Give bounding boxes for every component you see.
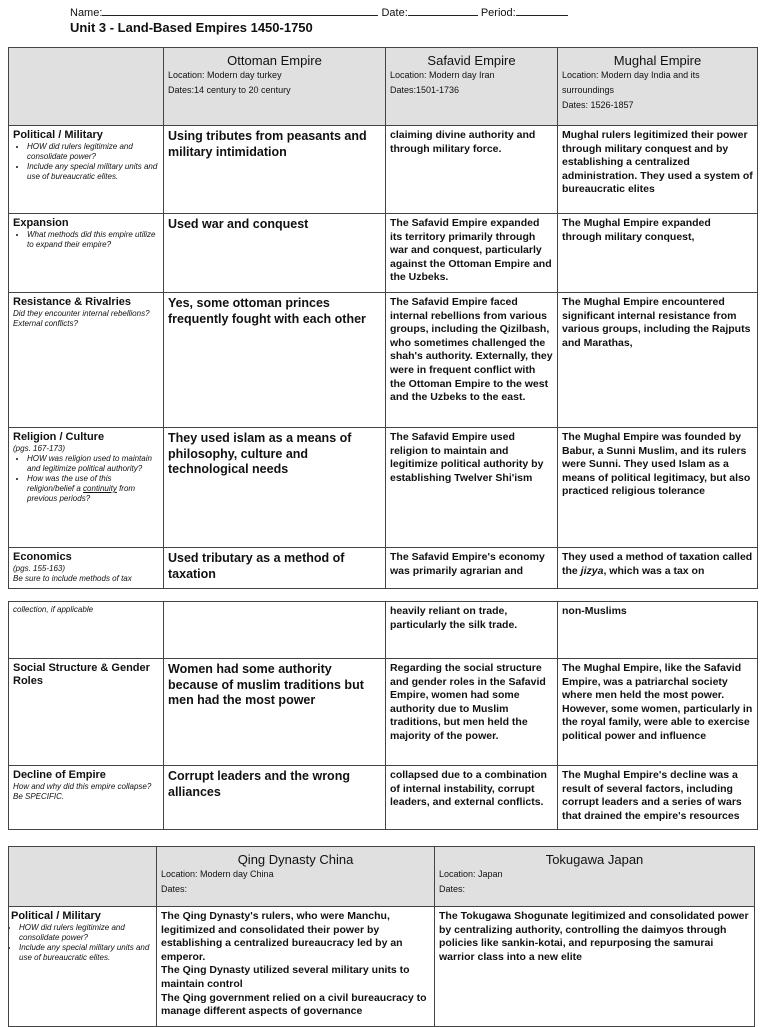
row-label: Expansion	[13, 217, 69, 229]
jizya-term: jizya	[580, 564, 604, 577]
row-label: Economics	[13, 551, 72, 563]
row-prompt: How and why did this empire collapse? Be SPECIFIC.	[13, 782, 152, 801]
table-row	[9, 293, 758, 428]
row-label: Decline of Empire	[13, 769, 106, 781]
safavid-answer[interactable]: The Safavid Empire faced internal rebellions from various groups, including the Qizilbash, who sometimes challenged the shah's authority. Externally, they were in frequent conflict with the Ottoman Empire to the west and the Uzbeks to the east.	[386, 293, 558, 428]
row-prompt: Be sure to include methods of tax	[13, 574, 132, 583]
row-label: Resistance & Rivalries	[13, 296, 132, 308]
row-label-cell	[9, 659, 164, 766]
row-label: Political / Military	[13, 129, 103, 141]
dates-text: Dates:14 century to 20 century	[168, 85, 291, 95]
ottoman-answer[interactable]: Using tributes from peasants and military intimidation	[164, 126, 386, 214]
safavid-answer[interactable]: The Safavid Empire's economy was primarily agrarian and	[386, 548, 558, 589]
header-corner-cell	[9, 847, 157, 907]
table-row	[9, 907, 755, 1027]
prompt-bullet: • How was the use of this religion/belief a continuity from previous periods?	[27, 474, 159, 504]
prompt-bullet: • Include any special military units and use of bureaucratic elites.	[27, 162, 159, 182]
tokugawa-answer[interactable]: The Tokugawa Shogunate legitimized and consolidated power by centralizing authority, controlling the daimyos through policies like sankin-kotai, and repurposing the samurai warrior class into a new elite	[435, 907, 755, 1027]
safavid-answer[interactable]: claiming divine authority and through military force.	[386, 126, 558, 214]
period-label: Period:	[480, 7, 516, 19]
ottoman-answer[interactable]: Used tributary as a method of taxation	[164, 548, 386, 589]
location-text: Location: Japan	[439, 869, 503, 879]
mughal-answer[interactable]: The Mughal Empire encountered significant internal resistance from various groups, including the Rajputs and Marathas,	[558, 293, 758, 428]
row-prompt: Did they encounter internal rebellions? External conflicts?	[13, 309, 150, 328]
page-reference: (pgs. 167-173)	[13, 444, 66, 453]
row-label-cell	[9, 907, 157, 1027]
table-header-row	[9, 48, 758, 126]
prompt-bullet: • HOW did rulers legitimize and consolidate power?	[19, 923, 152, 943]
name-field[interactable]	[102, 5, 378, 16]
row-label-cell	[9, 548, 164, 589]
prompt-bullet: • HOW did rulers legitimize and consolidate power?	[27, 142, 159, 162]
ottoman-answer[interactable]: Women had some authority because of muslim traditions but men had the most power	[164, 659, 386, 766]
answer-line: The Qing government relied on a civil bureaucracy to manage different aspects of governance	[161, 991, 427, 1018]
table-row	[9, 214, 758, 293]
mughal-answer[interactable]: The Mughal Empire, like the Safavid Empire, was a patriarchal society where men held the most power. However, some women, particularly in the royal family, were able to exercise political power and influence	[558, 659, 758, 766]
row-label: Religion / Culture	[13, 431, 105, 443]
date-field[interactable]	[408, 5, 478, 16]
prompt-bullet: • HOW was religion used to maintain and legitimize political authority?	[27, 454, 159, 474]
ottoman-answer[interactable]: They used islam as a means of philosophy, culture and technological needs	[164, 428, 386, 548]
location-text: Location: Modern day Iran	[390, 70, 495, 80]
row-label-cell	[9, 126, 164, 214]
table-row	[9, 659, 758, 766]
safavid-answer[interactable]: heavily reliant on trade, particularly the silk trade.	[386, 602, 558, 659]
worksheet-header	[70, 5, 568, 35]
mughal-header	[558, 48, 758, 126]
mughal-answer[interactable]: Mughal rulers legitimized their power through military conquest and by establishing a centralized administration. They used a system of bureaucratic elites	[558, 126, 758, 214]
answer-text: , which was a tax on	[603, 564, 705, 577]
dates-text: Dates:	[439, 884, 466, 894]
prompt-bullet: • Include any special military units and use of bureaucratic elites.	[19, 943, 152, 963]
table-row	[9, 428, 758, 548]
mughal-answer[interactable]: The Mughal Empire was founded by Babur, a Sunni Muslim, and its rulers were Sunni. They used Islam as a means of political legitimacy, but also practiced religious tolerance	[558, 428, 758, 548]
column-title: Qing Dynasty China	[237, 852, 354, 867]
row-label-cell	[9, 293, 164, 428]
table-header-row	[9, 847, 755, 907]
column-title: Safavid Empire	[427, 53, 516, 68]
column-title: Mughal Empire	[613, 53, 702, 68]
asian-empires-table	[8, 846, 755, 1027]
location-text: Location: Modern day turkey	[168, 70, 282, 80]
ottoman-header	[164, 48, 386, 126]
row-label-cell	[9, 214, 164, 293]
mughal-answer[interactable]: The Mughal Empire's decline was a result of several factors, including corrupt leaders and a series of wars that drained the empire's resources	[558, 766, 758, 830]
mughal-answer[interactable]: non-Muslims	[558, 602, 758, 659]
ottoman-answer[interactable]: Used war and conquest	[164, 214, 386, 293]
dates-text: Dates:	[161, 884, 188, 894]
column-title: Ottoman Empire	[227, 53, 322, 68]
date-label: Date:	[381, 7, 408, 19]
row-label: Social Structure & Gender Roles	[13, 662, 150, 687]
row-label: Political / Military	[11, 910, 101, 922]
row-prompt: collection, if applicable	[13, 605, 94, 614]
dates-text: Dates: 1526-1857	[562, 100, 634, 110]
empires-table-part-1	[8, 47, 758, 589]
location-text: Location: Modern day India and its surroundings	[562, 70, 700, 95]
student-info-line	[70, 5, 568, 19]
table-row	[9, 766, 758, 830]
mughal-answer[interactable]: The Mughal Empire expanded through military conquest,	[558, 214, 758, 293]
prompt-bullet: • What methods did this empire utilize to expand their empire?	[27, 230, 159, 250]
name-label: Name:	[70, 7, 103, 19]
qing-answer[interactable]	[157, 907, 435, 1027]
answer-line: The Qing Dynasty's rulers, who were Manchu, legitimized and consolidated their power by establishing a centralized bureaucracy led by an emperor.	[161, 910, 403, 963]
page-reference: (pgs. 155-163)	[13, 564, 66, 573]
qing-header	[157, 847, 435, 907]
row-label-cell	[9, 766, 164, 830]
page-title: Unit 3 - Land-Based Empires 1450-1750	[70, 20, 313, 35]
dates-text: Dates:1501-1736	[390, 85, 460, 95]
row-label-cell	[9, 428, 164, 548]
empires-table-part-2	[8, 601, 758, 830]
answer-text: They used a method of taxation called the	[562, 551, 753, 577]
table-row	[9, 602, 758, 659]
safavid-answer[interactable]: Regarding the social structure and gender roles in the Safavid Empire, women had some authority due to Muslim traditions, but men held the majority of the power.	[386, 659, 558, 766]
ottoman-answer[interactable]: Corrupt leaders and the wrong alliances	[164, 766, 386, 830]
answer-line: The Qing Dynasty utilized several military units to maintain control	[161, 964, 410, 990]
row-label-cell	[9, 602, 164, 659]
safavid-answer[interactable]: collapsed due to a combination of internal instability, corrupt leaders, and external conflicts.	[386, 766, 558, 830]
ottoman-answer[interactable]: Yes, some ottoman princes frequently fought with each other	[164, 293, 386, 428]
location-text: Location: Modern day China	[161, 869, 274, 879]
table-row	[9, 548, 758, 589]
safavid-header	[386, 48, 558, 126]
column-title: Tokugawa Japan	[545, 852, 644, 867]
mughal-answer[interactable]	[558, 548, 758, 589]
ottoman-answer[interactable]	[164, 602, 386, 659]
table-row	[9, 126, 758, 214]
period-field[interactable]	[516, 5, 568, 16]
safavid-answer[interactable]: The Safavid Empire used religion to maintain and legitimize political authority by establishing Twelver Shi'ism	[386, 428, 558, 548]
safavid-answer[interactable]: The Safavid Empire expanded its territory primarily through war and conquest, particularly against the Ottoman Empire and the Uzbeks.	[386, 214, 558, 293]
tokugawa-header	[435, 847, 755, 907]
header-corner-cell	[9, 48, 164, 126]
